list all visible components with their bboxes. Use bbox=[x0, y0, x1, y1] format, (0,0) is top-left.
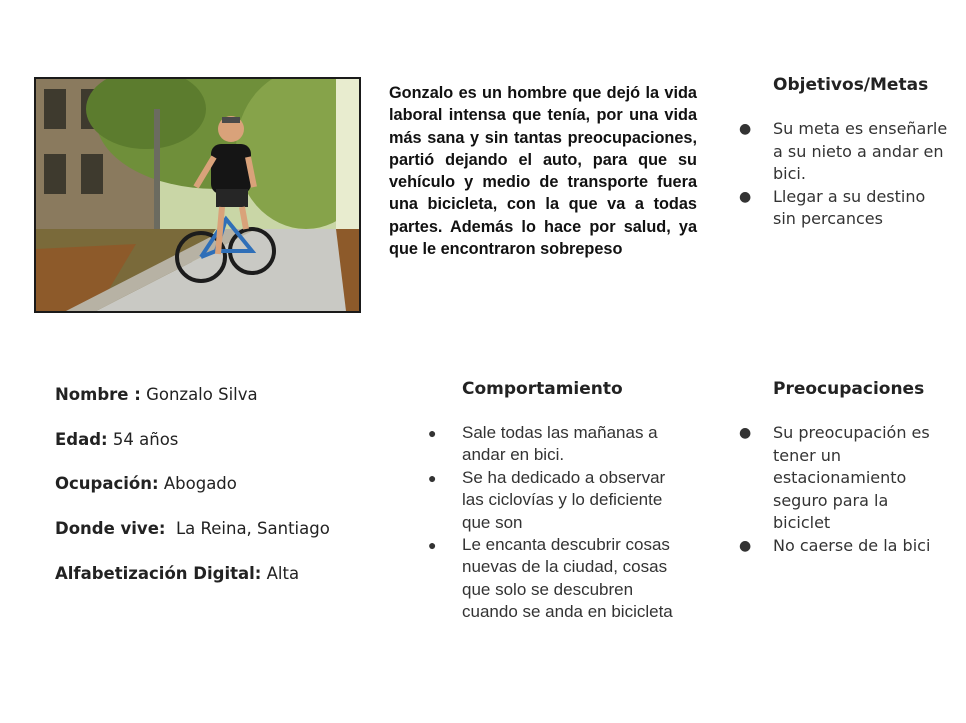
behavior-item: ● Sale todas las mañanas a andar en bici. bbox=[428, 423, 658, 465]
bullet-icon: ● bbox=[428, 469, 437, 486]
bullet-icon: ● bbox=[739, 188, 752, 205]
worries-list bbox=[739, 422, 943, 557]
persona-profile bbox=[55, 384, 330, 607]
persona-photo bbox=[34, 77, 361, 313]
profile-occupation-row: Ocupación: Abogado bbox=[55, 474, 237, 494]
bullet-icon: ● bbox=[428, 537, 437, 554]
profile-age-row: Edad: 54 años bbox=[55, 429, 179, 449]
profile-location-row: Donde vive: La Reina, Santiago bbox=[55, 519, 330, 539]
behavior-item: ● Le encanta descubrir cosas nuevas de la ciudad, cosas que solo se descubren cuando se anda en bicicleta bbox=[428, 535, 673, 622]
behavior-item: ● Se ha dedicado a observar las ciclovías y lo deficiente que son bbox=[428, 467, 666, 532]
bullet-icon: ● bbox=[428, 425, 437, 441]
cyclist-photo-icon bbox=[36, 79, 359, 311]
bullet-icon: ● bbox=[739, 425, 752, 441]
goal-item: ● Su meta es enseñarle a su nieto a andar en bici. bbox=[739, 119, 948, 183]
goal-item: ● Llegar a su destino sin percances bbox=[739, 186, 926, 228]
bullet-icon: ● bbox=[739, 537, 752, 554]
behavior-title: Comportamiento bbox=[462, 379, 623, 399]
goals-list bbox=[739, 118, 953, 231]
worry-item: ● Su preocupación es tener un estacionamiento seguro para la biciclet bbox=[739, 423, 930, 532]
profile-name-row: Nombre : Gonzalo Silva bbox=[55, 385, 258, 404]
persona-bio: Gonzalo es un hombre que dejó la vida laboral intensa que tenía, por una vida más sana y sin tantas preocupaciones, partió dejando el auto, para que su vehículo y medio de transporte fuera una bicicleta, con la que va a todas partes. Además lo hace por salud, ya que le encontraron sobrepeso bbox=[389, 84, 697, 259]
worries-title: Preocupaciones bbox=[773, 379, 925, 399]
goals-title: Objetivos/Metas bbox=[773, 75, 929, 95]
profile-digital-literacy-row: Alfabetización Digital: Alta bbox=[55, 563, 300, 583]
behavior-list bbox=[428, 422, 677, 624]
worry-item: ● No caerse de la bici bbox=[773, 535, 943, 558]
bullet-icon: ● bbox=[739, 121, 752, 137]
